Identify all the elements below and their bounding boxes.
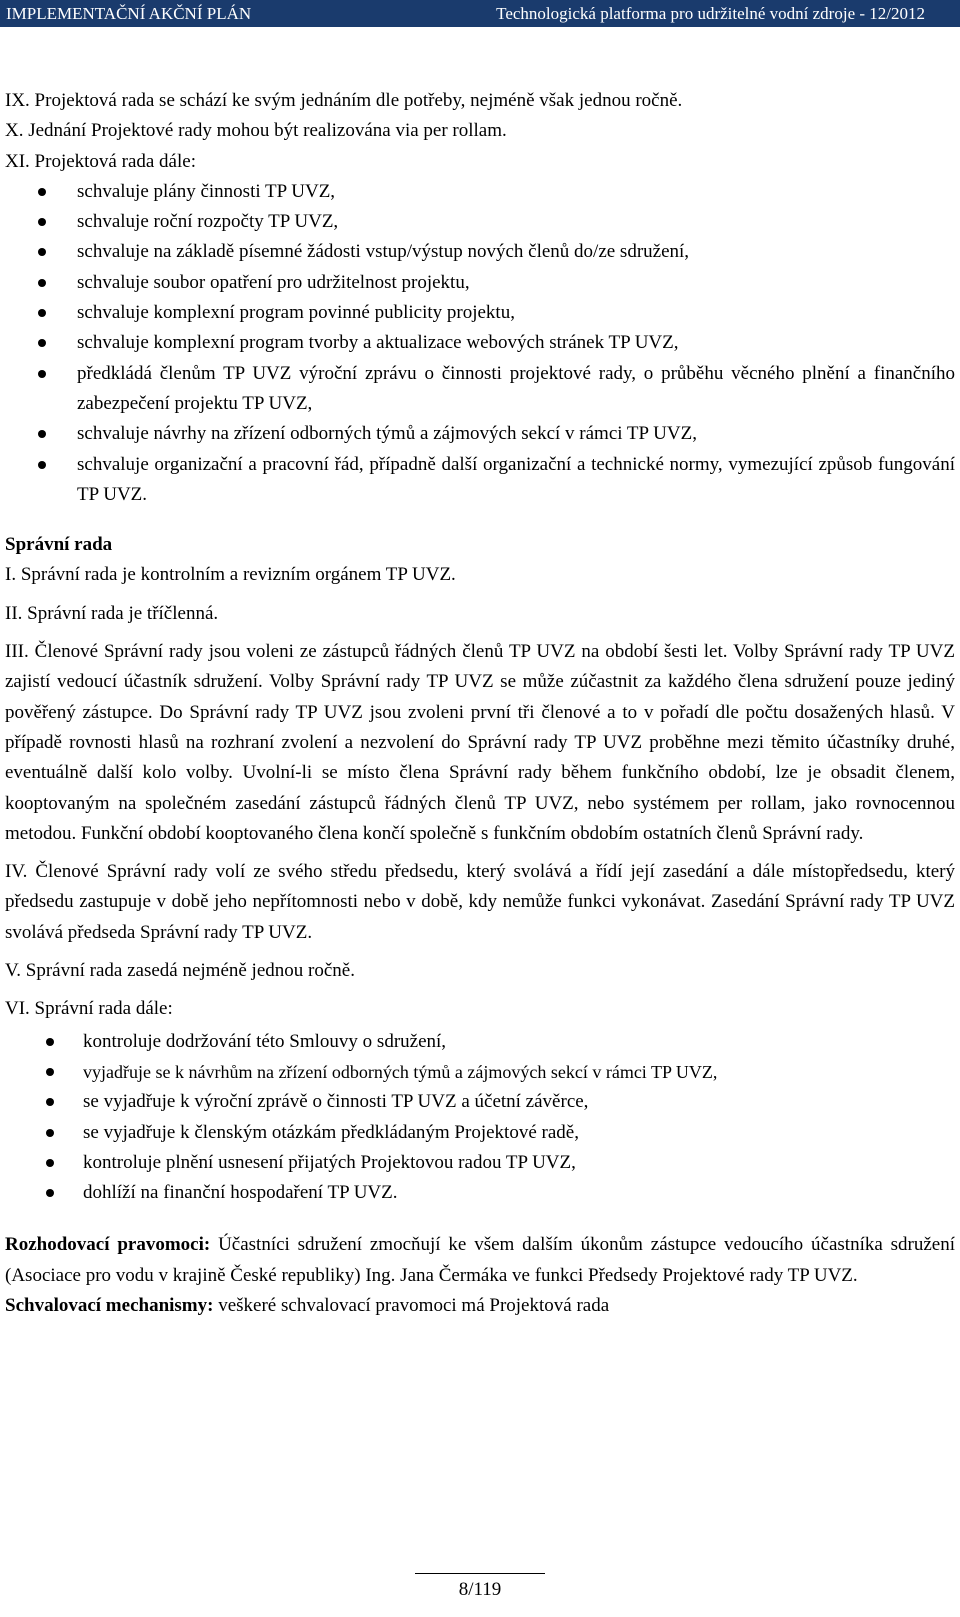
list-item: schvaluje plány činnosti TP UVZ, [5, 177, 955, 207]
list-item: schvaluje návrhy na zřízení odborných týmů a zájmových sekcí v rámci TP UVZ, [5, 419, 955, 449]
list-item: vyjadřuje se k návrhům na zřízení odborných týmů a zájmových sekcí v rámci TP UVZ, [5, 1057, 955, 1087]
paragraph-x: X. Jednání Projektové rady mohou být realizována via per rollam. [5, 120, 507, 142]
projektova-rada-list [5, 177, 955, 510]
paragraph-ix: IX. Projektová rada se schází ke svým jednáním dle potřeby, nejméně však jednou ročně. [5, 90, 683, 111]
paragraph-rozhodovaci-pravomoci [5, 1230, 955, 1291]
list-item: schvaluje roční rozpočty TP UVZ, [5, 207, 955, 237]
list-item: se vyjadřuje k členským otázkám předkládaným Projektové radě, [5, 1118, 955, 1148]
document-body [5, 86, 955, 1321]
list-item: se vyjadřuje k výroční zprávě o činnosti TP UVZ a účetní závěrce, [5, 1087, 955, 1117]
paragraph-schvalovaci-mechanismy [5, 1291, 955, 1321]
list-item: předkládá členům TP UVZ výroční zprávu o činnosti projektové rady, o průběhu věcného plnění a finančního zabezpečení projektu TP UVZ, [5, 359, 955, 420]
header-band [0, 0, 960, 27]
spravni-rada-list [5, 1027, 955, 1209]
list-item: schvaluje soubor opatření pro udržitelnost projektu, [5, 268, 955, 298]
paragraph-iv: IV. Členové Správní rady volí ze svého středu předsedu, který svolává a řídí její zasedání a dále místopředsedu, který předsedu zastupuje v době jeho nepřítomnosti nebo v době, kdy nemůže funkci vykonávat. Zasedání Správní rady TP UVZ svolává předseda Správní rady TP UVZ. [5, 861, 955, 943]
page-number: 8/119 [458, 1579, 502, 1600]
list-item: dohlíží na finanční hospodaření TP UVZ. [5, 1178, 955, 1208]
paragraph-xi: XI. Projektová rada dále: [5, 150, 196, 172]
list-item: schvaluje na základě písemné žádosti vstup/výstup nových členů do/ze sdružení, [5, 237, 955, 267]
list-item: kontroluje dodržování této Smlouvy o sdružení, [5, 1027, 955, 1057]
list-item: schvaluje komplexní program povinné publicity projektu, [5, 298, 955, 328]
label-schvalovaci-mechanismy: Schvalovací mechanismy: [5, 1294, 214, 1316]
paragraph-iii: III. Členové Správní rady jsou voleni ze zástupců řádných členů TP UVZ na období šesti let. Volby Správní rady TP UVZ zajistí vedoucí účastník sdružení. Volby Správní rady TP UVZ se může zúčastnit za každého člena sdružení pouze jediný pověřený zástupce. Do Správní rady TP UVZ jsou zvoleni první tři členové a to v pořadí dle počtu dosažených hlasů. V případě rovnosti hlasů na rozhraní zvolení a nezvolení do Správní rady TP UVZ proběhne mezi těmito účastníky druhé, eventuálně další kolo volby. Uvolní-li se místo člena Správní rady během funkčního období, lze je obsadit členem, kooptovaným na společném zasedání zástupců řádných členů TP UVZ, nebo systémem per rollam, jako rovnocennou metodou. Funkční období kooptovaného člena končí společně s funkčním obdobím ostatních členů Správní rady. [5, 641, 955, 844]
section-heading-spravni-rada: Správní rada [5, 534, 113, 556]
text-rozhodovaci-pravomoci: Účastníci sdružení zmocňují ke všem dalším úkonům zástupce vedoucího účastníka sdružení (Asociace pro vodu v krajině České republiky) Ing. Jana Čermáka ve funkci Předsedy Projektové rady TP UVZ. [5, 1234, 955, 1286]
list-item: schvaluje organizační a pracovní řád, případně další organizační a technické normy, vymezující způsob fungování TP UVZ. [5, 450, 955, 511]
label-rozhodovaci-pravomoci: Rozhodovací pravomoci: [5, 1234, 211, 1256]
paragraph-v: V. Správní rada zasedá nejméně jednou ročně. [5, 960, 355, 982]
header-title-left: IMPLEMENTAČNÍ AKČNÍ PLÁN [6, 4, 252, 23]
paragraph-vi: VI. Správní rada dále: [5, 998, 173, 1020]
paragraph-i: I. Správní rada je kontrolním a revizním orgánem TP UVZ. [5, 564, 456, 586]
header-title-right: Technologická platforma pro udržitelné vodní zdroje - 12/2012 [496, 4, 925, 23]
text-schvalovaci-mechanismy: veškeré schvalovací pravomoci má Projektová rada [213, 1294, 610, 1316]
list-item: kontroluje plnění usnesení přijatých Projektovou radou TP UVZ, [5, 1148, 955, 1178]
footer-divider [415, 1573, 545, 1574]
list-item: schvaluje komplexní program tvorby a aktualizace webových stránek TP UVZ, [5, 328, 955, 358]
paragraph-ii: II. Správní rada je tříčlenná. [5, 602, 219, 624]
